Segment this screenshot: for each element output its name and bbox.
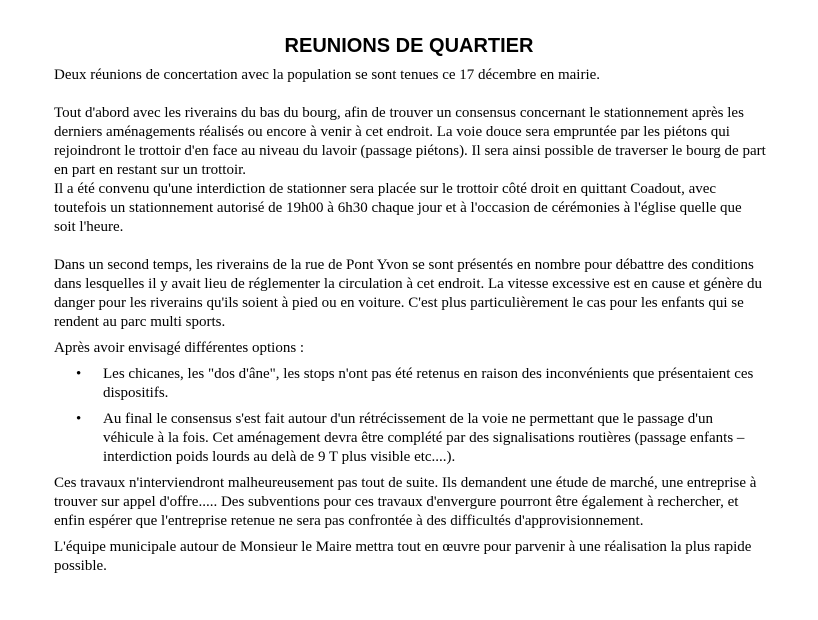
paragraph-bas-du-bourg: Tout d'abord avec les riverains du bas du bourg, afin de trouver un consensus concernant le stationnement après les derniers aménagements réalisés ou encore à venir à cet endroit. La voie douce sera empruntée par les piétons qui rejoindront le trottoir d'en face au niveau du lavoir (passage piétons). Il sera ainsi possible de traverser le bourg de part en part en restant sur un trottoir. xyxy=(54,105,766,178)
article-body xyxy=(54,66,766,576)
conclusion-paragraph: L'équipe municipale autour de Monsieur le Maire mettra tout en œuvre pour parvenir à une réalisation la plus rapide possible. xyxy=(54,539,752,574)
paragraph-travaux: Ces travaux n'interviendront malheureusement pas tout de suite. Ils demandent une étude de marché, une entreprise à trouver sur appel d'offre..... Des subventions pour ces travaux d'envergure pourront être également à rechercher, et enfin espérer que l'entreprise retenue ne sera pas confrontée à des difficultés d'approvisionnement. xyxy=(54,475,757,529)
paragraph-interdiction-stationner: Il a été convenu qu'une interdiction de stationner sera placée sur le trottoir côté droit en quittant Coadout, avec toutefois un stationnement autorisé de 19h00 à 6h30 chaque jour et à l'occasion de cérémonies à l'église quelle que soit l'heure. xyxy=(54,181,742,235)
intro-paragraph: Deux réunions de concertation avec la population se sont tenues ce 17 décembre en mairie. xyxy=(54,67,601,83)
paragraph-pont-yvon: Dans un second temps, les riverains de la rue de Pont Yvon se sont présentés en nombre pour débattre des conditions dans lesquelles il y avait lieu de réglementer la circulation à cet endroit. La vitesse excessive est en cause et génère du danger pour les riverains qu'ils soient à pied ou en voiture. C'est plus particulièrement le cas pour les enfants qui se rendent au parc multi sports. xyxy=(54,257,763,330)
bullet-icon: • xyxy=(76,411,82,427)
list-item xyxy=(54,410,766,467)
bullet-icon: • xyxy=(76,366,82,382)
options-intro: Après avoir envisagé différentes options : xyxy=(54,340,305,356)
options-list xyxy=(54,365,766,467)
option-text: Les chicanes, les "dos d'âne", les stops n'ont pas été retenus en raison des inconvénients que présentaient ces dispositifs. xyxy=(103,366,754,401)
list-item xyxy=(54,365,766,403)
page-title: REUNIONS DE QUARTIER xyxy=(284,35,534,57)
option-text: Au final le consensus s'est fait autour d'un rétrécissement de la voie ne permettant que le passage d'un véhicule à la fois. Cet aménagement devra être complété par des signalisations routières (passage enfants – interdiction poids lourds au delà de 9 T plus visible etc....). xyxy=(103,411,745,465)
